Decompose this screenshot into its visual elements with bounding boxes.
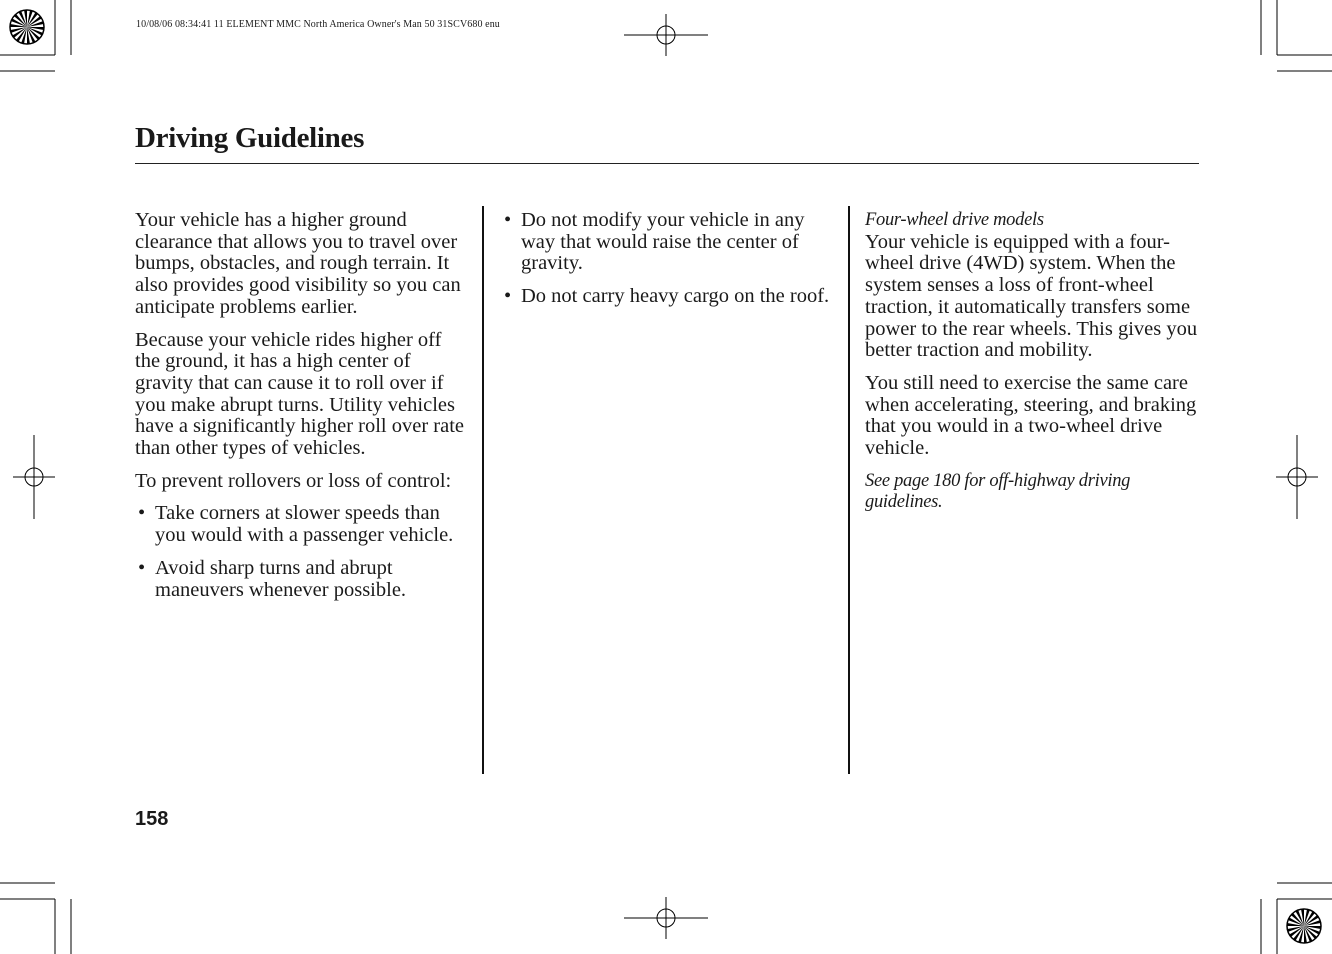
frame-corner-bottom-left (0, 899, 55, 954)
column-divider (482, 206, 484, 774)
paragraph: To prevent rollovers or loss of control: (135, 469, 452, 492)
crop-mark-bottom-left (0, 883, 71, 954)
column-3 (865, 210, 1205, 525)
column-divider (848, 206, 850, 774)
paragraph: Your vehicle is equipped with a four-wheel drive (4WD) system. When the system senses a loss of front-wheel traction, it automatically transfers some power to the rear wheels. This gives you better traction and mobility. (865, 230, 1198, 362)
title-rule (135, 163, 1199, 164)
crosshair-registration-icon (1276, 435, 1318, 519)
list-item-text: Avoid sharp turns and abrupt maneuvers whenever possible. (155, 556, 407, 601)
bullet-list (501, 210, 831, 308)
crosshair-registration-icon (13, 435, 55, 519)
bullet-icon: • (138, 502, 146, 525)
list-item (501, 210, 831, 275)
list-item-text: Take corners at slower speeds than you would with a passenger vehicle. (155, 502, 454, 547)
print-job-info: 10/08/06 08:34:41 11 ELEMENT MMC North America Owner's Man 50 31SCV680 enu (136, 19, 500, 30)
bullet-icon: • (504, 285, 512, 308)
frame-corner-top-right (1277, 0, 1332, 55)
registration-starburst-icon (10, 10, 44, 44)
list-item (135, 558, 471, 601)
paragraph: Your vehicle has a higher ground clearance that allows you to travel over bumps, obstacles, and rough terrain. It also provides good visibility so you can anticipate problems earlier. (135, 209, 461, 318)
bullet-list (135, 503, 471, 601)
column-1 (135, 210, 471, 612)
paragraph: You still need to exercise the same care when accelerating, steering, and braking that you would in a two-wheel drive vehicle. (865, 371, 1197, 460)
bullet-icon: • (138, 556, 146, 579)
column-2 (501, 210, 831, 319)
paragraph: Because your vehicle rides higher off the ground, it has a high center of gravity that can cause it to roll over if you make abrupt turns. Utility vehicles have a significantly higher roll over rate than other types of vehicles. (135, 328, 465, 460)
section-title: Driving Guidelines (135, 122, 365, 154)
registration-starburst-icon (1287, 909, 1321, 943)
cross-reference: See page 180 for off-highway driving guidelines. (865, 470, 1131, 513)
list-item (501, 286, 831, 308)
crop-mark-top-right (1261, 0, 1332, 71)
list-item-text: Do not modify your vehicle in any way that would raise the center of gravity. (521, 209, 805, 275)
list-item (135, 503, 471, 546)
crosshair-registration-icon (624, 897, 708, 939)
list-item-text: Do not carry heavy cargo on the roof. (521, 285, 830, 308)
bullet-icon: • (504, 209, 512, 231)
subheading: Four-wheel drive models (865, 210, 1044, 230)
crosshair-registration-icon (624, 14, 708, 56)
page-number: 158 (135, 808, 169, 830)
